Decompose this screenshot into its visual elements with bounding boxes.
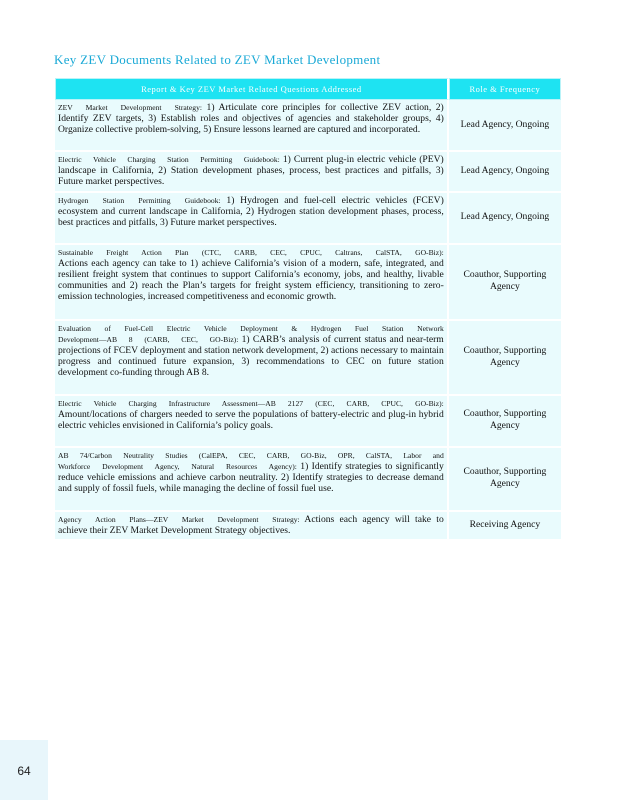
role-cell: Lead Agency, Ongoing xyxy=(449,152,561,193)
document-name: Evaluation of Fuel-Cell Electric Vehicle Deployment & Hydrogen Fuel Station Network Development—AB 8 (CARB, CEC, GO-Biz): xyxy=(58,323,444,344)
document-questions: Amount/locations of chargers needed to serve the populations of battery-electric and plug-in hybrid electric vehicles envisioned in California’s policy goals. xyxy=(58,408,444,432)
role-cell: Coauthor, Supporting Agency xyxy=(449,245,561,321)
role-cell: Coauthor, Supporting Agency xyxy=(449,396,561,448)
table-row xyxy=(55,245,561,321)
table-row xyxy=(55,512,561,541)
document-name: Hydrogen Station Permitting Guidebook: xyxy=(58,195,221,205)
report-cell xyxy=(55,100,449,152)
document-questions: 1) Current plug-in electric vehicle (PEV) landscape in California, 2) Station development phases, process, best practices and pitfalls, 3) Future market perspectives. xyxy=(58,154,444,188)
document-name: Electric Vehicle Charging Station Permitting Guidebook: xyxy=(58,155,280,164)
report-cell xyxy=(55,245,449,321)
table-row xyxy=(55,448,561,512)
report-cell xyxy=(55,152,449,193)
report-cell xyxy=(55,396,449,448)
document-questions: 1) Hydrogen and fuel-cell electric vehicles (FCEV) ecosystem and current landscape in California, 2) Hydrogen station development phases, process, best practices and pitfalls, 3) Future market perspectives. xyxy=(58,194,444,229)
document-questions: 1) CARB’s analysis of current status and near-term projections of FCEV deployment and station network development, 2) actions necessary to maintain progress and continued future expansion, 3) recommendations to CEC on future station development co-funding through AB 8. xyxy=(58,333,444,379)
document-name: AB 74/Carbon Neutrality Studies (CalEPA, CEC, CARB, GO-Biz, OPR, CalSTA, Labor and Workforce Development Agency, Natural Resources Agency): xyxy=(58,450,444,471)
document-questions: Actions each agency can take to 1) achieve California’s vision of a modern, safe, integrated, and resilient freight system that continues to support California’s economy, jobs, and healthy, livable communities and 2) reach the Plan’s targets for freight system efficiency, transitioning to zero-emission technologies, increased competitiveness and economic growth. xyxy=(58,257,444,303)
table-row xyxy=(55,152,561,193)
role-cell: Lead Agency, Ongoing xyxy=(449,193,561,245)
role-cell: Lead Agency, Ongoing xyxy=(449,100,561,152)
table-row xyxy=(55,396,561,448)
report-cell xyxy=(55,193,449,245)
role-cell: Coauthor, Supporting Agency xyxy=(449,448,561,512)
table-header-row xyxy=(55,78,561,100)
header-report-questions: Report & Key ZEV Market Related Questions Addressed xyxy=(55,78,449,100)
report-cell xyxy=(55,448,449,512)
document-name: Agency Action Plans—ZEV Market Development Strategy: xyxy=(58,514,300,524)
table-row xyxy=(55,193,561,245)
table-row xyxy=(55,100,561,152)
document-questions: 1) Identify strategies to significantly reduce vehicle emissions and achieve carbon neutrality. 2) Identify strategies to decrease demand and supply of fossil fuels, while managing the decline of fossil fuel use. xyxy=(58,460,444,495)
report-cell xyxy=(55,512,449,541)
document-name: Sustainable Freight Action Plan (CTC, CARB, CEC, CPUC, Caltrans, CalSTA, GO-Biz): xyxy=(58,247,444,257)
header-role-frequency: Role & Frequency xyxy=(449,78,561,100)
table-row xyxy=(55,321,561,396)
document-name: ZEV Market Development Strategy: xyxy=(58,103,202,112)
document-name: Electric Vehicle Charging Infrastructure Assessment—AB 2127 (CEC, CARB, CPUC, GO-Biz): xyxy=(58,398,444,408)
report-cell xyxy=(55,321,449,396)
document-questions: 1) Articulate core principles for collective ZEV action, 2) Identify ZEV targets, 3) Establish roles and objectives of agencies and stakeholder groups, 4) Organize collective problem-solving, 5) Ensure lessons learned are captured and incorporated. xyxy=(58,102,444,136)
role-cell: Coauthor, Supporting Agency xyxy=(449,321,561,396)
page-number: 64 xyxy=(17,764,31,778)
documents-table xyxy=(55,78,561,541)
role-cell: Receiving Agency xyxy=(449,512,561,541)
document-questions: Actions each agency will take to achieve their ZEV Market Development Strategy objectives. xyxy=(58,513,444,536)
document-title: Key ZEV Documents Related to ZEV Market Development xyxy=(54,52,381,67)
